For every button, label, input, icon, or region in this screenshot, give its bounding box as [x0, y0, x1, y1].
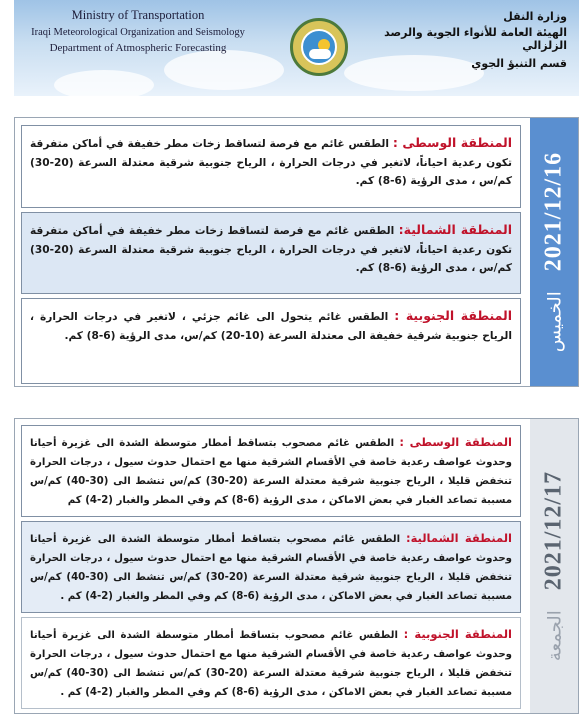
logo-globe-icon [301, 29, 337, 65]
header-arabic-block [347, 10, 567, 70]
region-panel-north [21, 521, 521, 613]
region-forecast-text: الطقس غائم مع فرصة لتساقط زخات مطر خفيفة في أماكن متفرقة تكون رعدية احياناً، لاتغير في درجات الحرارة ، الرياح جنوبية شرقية معتدلة السرعة (20-30) كم/س ، مدى الرؤية (6-8) كم. [30, 138, 512, 187]
header-english-block [28, 8, 248, 54]
region-forecast-text: الطقس غائم مصحوب بتساقط أمطار متوسطة الشدة الى غزيرة أحيانا وحدوث عواصف رعدية خاصة في الأقسام الشرقية منها مع احتمال حدوث سيول ، درجات الحرارة تنخفض قليلا ، الرياح جنوبية شرقية معتدلة السرعة (20-30) كم/س تنشط الى (30-40) كم/س مسببة تصاعد الغبار في بعض الاماكن ، مدى الرؤية (6-8) كم وفي المطر والغبار (2-4) كم . [30, 534, 512, 602]
region-name: المنطقة الجنوبية : [403, 627, 512, 641]
department-name-en: Department of Atmospheric Forecasting [49, 42, 227, 54]
region-name: المنطقة الشمالية: [398, 222, 512, 237]
region-panel-central [21, 125, 521, 208]
region-name: المنطقة الوسطى : [399, 435, 513, 449]
region-name: المنطقة الشمالية: [405, 531, 512, 545]
region-forecast-text: الطقس غائم مصحوب بتساقط أمطار متوسطة الشدة الى غزيرة أحيانا وحدوث عواصف رعدية خاصة في الأقسام الشرقية منها مع احتمال حدوث سيول ، درجات الحرارة تنخفض قليلا ، الرياح جنوبية شرقية معتدلة السرعة (20-30) كم/س تنشط الى (30-40) كم/س مسببة تصاعد الغبار في بعض الاماكن ، مدى الرؤية (6-8) كم وفي المطر والغبار (2-4) كم . [30, 630, 512, 698]
region-forecast-text: الطقس غائم مع فرصة لتساقط زخات مطر خفيفة في أماكن متفرقة تكون رعدية احياناً، لاتغير في درجات الحرارة ، الرياح جنوبية شرقية معتدلة السرعة (20-30) كم/س ، مدى الرؤية (6-8) كم. [30, 225, 512, 274]
forecast-day-name: الجمعة [544, 610, 566, 662]
forecast-day-name: الخميس [544, 291, 566, 353]
ministry-name-en: Ministry of Transportation [71, 8, 205, 22]
organization-name-en: Iraqi Meteorological Organization and Seismology [31, 27, 245, 38]
region-forecast-text: الطقس غائم يتحول الى غائم جزئي ، لاتغير في درجات الحرارة ، الرياح جنوبية شرقية خفيفة الى معتدلة السرعة (10-20) كم/س، مدى الرؤية (6-8) كم. [30, 311, 512, 342]
header-cloud-decoration [164, 50, 284, 90]
forecast-day-block [14, 117, 579, 387]
region-panel-south [21, 617, 521, 709]
date-column [530, 118, 578, 386]
region-panel-north [21, 212, 521, 294]
organization-logo [290, 18, 348, 76]
region-panel-central [21, 425, 521, 517]
header-cloud-decoration [54, 70, 154, 96]
date-column [530, 419, 578, 713]
report-header [14, 0, 579, 96]
department-name-ar: قسم التنبؤ الجوي [471, 57, 567, 70]
ministry-name-ar: وزارة النقل [503, 10, 567, 23]
organization-name-ar: الهيئة العامة للأنواء الجوية والرصد الزلزالي [384, 26, 567, 52]
region-panel-south [21, 298, 521, 384]
region-name: المنطقة الجنوبية : [394, 308, 512, 323]
region-name: المنطقة الوسطى : [392, 135, 512, 150]
logo-cloud-icon [309, 49, 331, 59]
forecast-day-block [14, 418, 579, 714]
forecast-date: 2021/12/16 [540, 151, 567, 272]
region-forecast-text: الطقس غائم مصحوب بتساقط أمطار متوسطة الشدة الى غزيرة أحيانا وحدوث عواصف رعدية خاصة في الأقسام الشرقية منها مع احتمال حدوث سيول ، درجات الحرارة تنخفض قليلا ، الرياح جنوبية شرقية معتدلة السرعة (20-30) كم/س تنشط الى (30-40) كم/س مسببة تصاعد الغبار في بعض الاماكن ، مدى الرؤية (6-8) كم وفي المطر والغبار (2-4) كم [30, 438, 512, 506]
forecast-date: 2021/12/17 [540, 470, 567, 591]
